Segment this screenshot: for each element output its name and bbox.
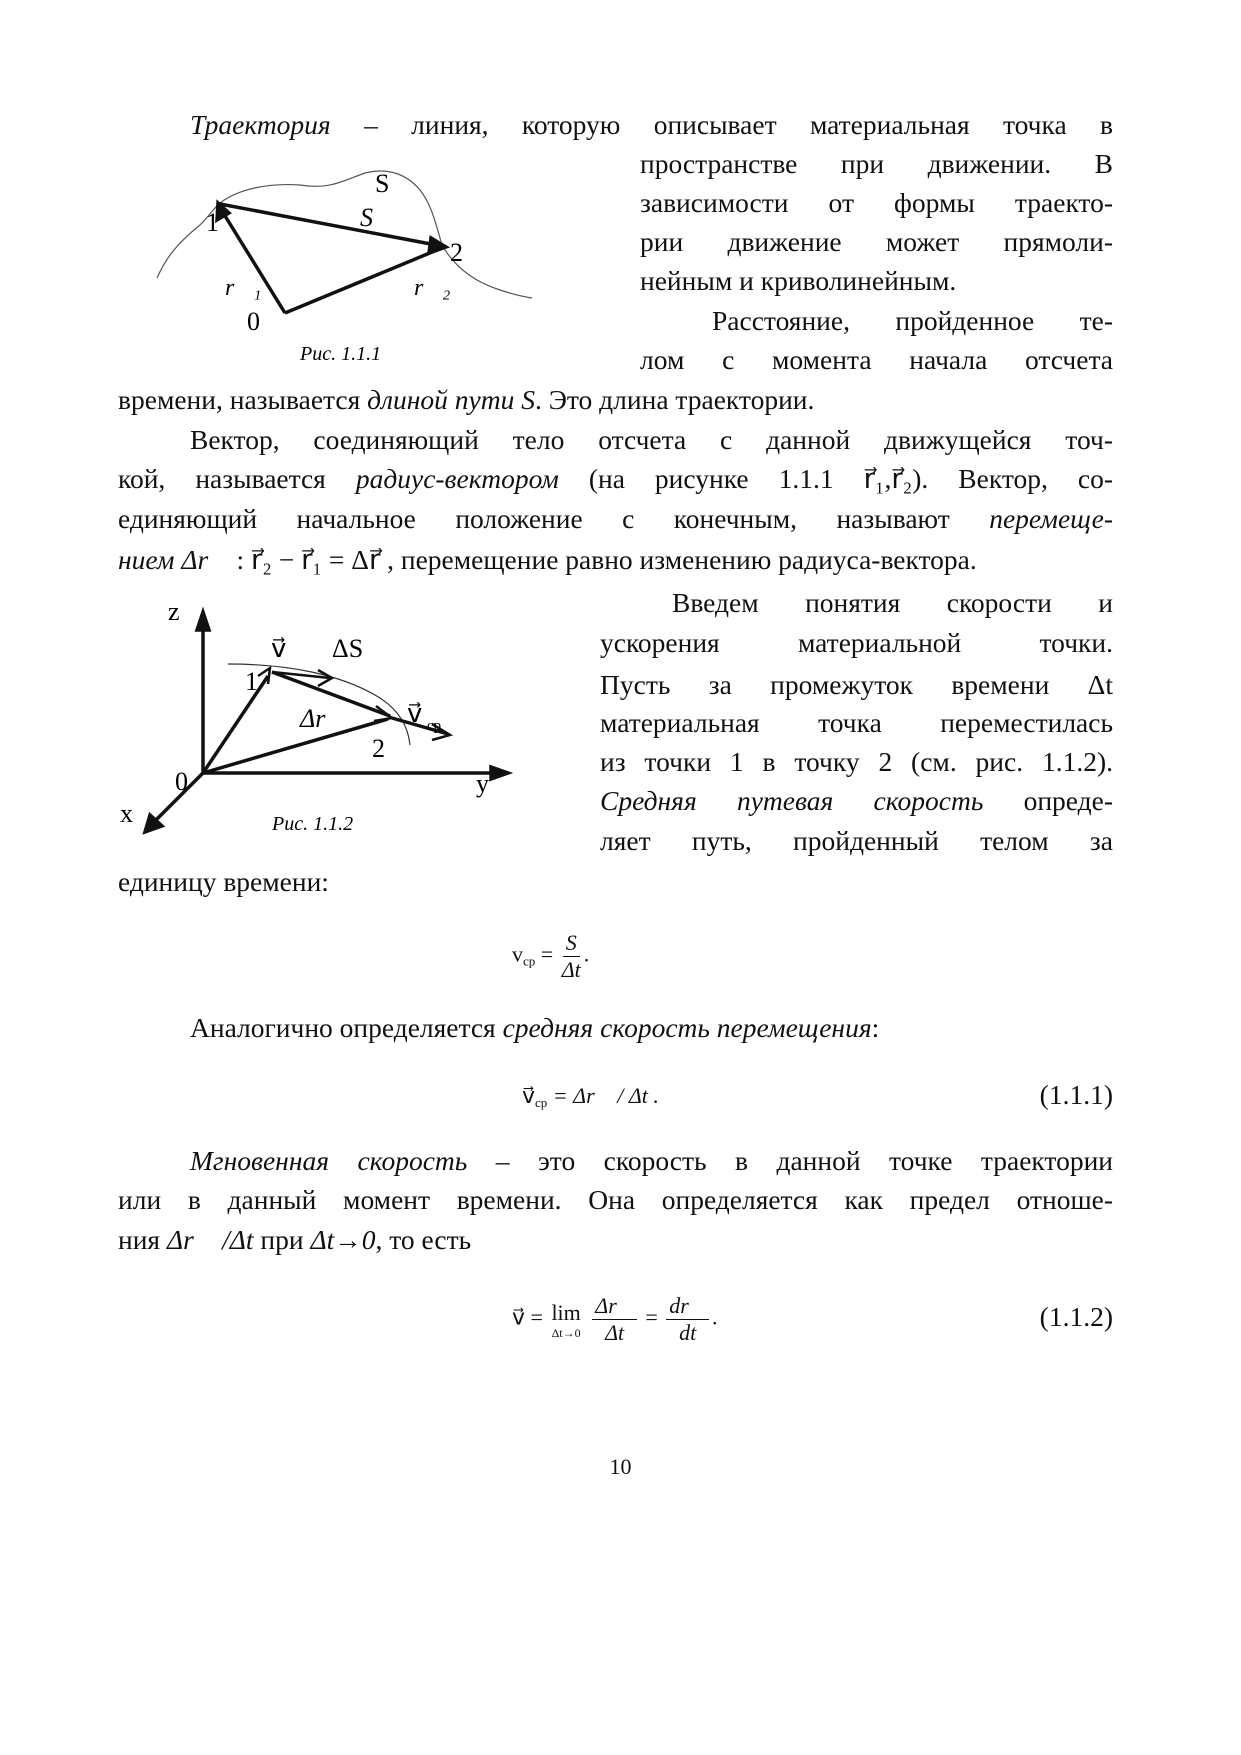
text-segment: пространстве при движении. В: [640, 148, 1113, 179]
f1-sub: ср: [523, 953, 536, 969]
emphasized-term: Средняя путевая скорость: [600, 785, 984, 816]
label-point-2: 2: [372, 734, 385, 763]
text-line: [640, 343, 1113, 377]
text-segment: ускорения материальной точки.: [600, 627, 1113, 658]
figure-2-velocity: [0, 592, 560, 844]
text-line: [118, 1223, 471, 1257]
f2-v: v⃗: [522, 1083, 536, 1108]
text-line: [640, 186, 1113, 220]
text-line: [640, 147, 1113, 181]
formula-1-1-1: [522, 1083, 659, 1116]
text-segment: при: [253, 1224, 311, 1255]
f3-end: .: [711, 1304, 718, 1330]
text-segment: :: [871, 1012, 880, 1043]
emphasized-term: радиус-вектором: [355, 463, 559, 494]
text-segment: материальная точка переместилась: [600, 707, 1113, 738]
f3-num1: Δr⃗: [592, 1293, 637, 1320]
formula-average-path-speed: [512, 930, 589, 983]
text-segment: Введем понятия скорости и: [672, 587, 1113, 618]
f3-lim-sub: Δt→0: [551, 1325, 581, 1340]
text-line: [190, 1144, 1113, 1178]
f3-eq: =: [645, 1304, 658, 1330]
f1-fraction: [562, 930, 581, 983]
displacement-vector-S: [220, 204, 436, 245]
f3-den2: dt: [679, 1320, 697, 1345]
text-line: [118, 502, 1113, 536]
text-segment: нейным и криволинейным.: [640, 265, 957, 296]
emphasized-term: длиной пути S: [367, 384, 535, 415]
text-line: [600, 626, 1113, 660]
emphasized-term: перемеще-: [989, 503, 1113, 534]
text-segment: – это скорость в данной точке траектории: [467, 1145, 1113, 1176]
text-line: [600, 784, 1113, 818]
text-line: [640, 264, 956, 298]
f1-num: S: [563, 930, 580, 957]
text-line: [118, 462, 1113, 496]
text-segment: зависимости от формы траекто-: [640, 187, 1113, 218]
text-segment: единицу времени:: [118, 866, 329, 897]
text-line: [190, 108, 1113, 142]
text-segment: , то есть: [375, 1224, 472, 1255]
figure-2-caption: Рис. 1.1.2: [272, 813, 354, 835]
label-r1: r⃗₁: [225, 275, 262, 301]
text-segment: Пусть за промежуток времени Δt: [600, 669, 1113, 700]
text-segment: рии движение может прямоли-: [640, 226, 1113, 257]
label-v: v⃗: [271, 634, 287, 663]
text-line: [190, 1011, 879, 1045]
label-delta-r: Δr⃗: [300, 704, 346, 733]
equation-number-1-1-1: (1.1.1): [1039, 1079, 1113, 1110]
text-segment: ния: [118, 1224, 167, 1255]
text-segment: единяющий начальное положение с конечным, называют: [118, 503, 990, 534]
label-v-avg: v⃗: [407, 699, 423, 728]
text-line: [640, 225, 1113, 259]
text-line: [600, 668, 1113, 702]
text-segment: Расстояние, пройденное те-: [712, 305, 1113, 336]
f3-fraction-1: [592, 1293, 637, 1346]
f3-lhs: v⃗ =: [512, 1304, 543, 1330]
text-segment: . Это длина траектории.: [535, 384, 815, 415]
text-line: [712, 304, 1113, 338]
label-z: z: [168, 597, 180, 626]
f2-sub: ср: [535, 1095, 548, 1110]
text-line: [118, 1183, 1113, 1217]
text-segment: из точки 1 в точку 2 (см. рис. 1.1.2).: [600, 746, 1113, 777]
label-y: y: [476, 769, 489, 798]
f1-end: .: [583, 941, 590, 967]
radius-vector-2: [203, 719, 388, 773]
text-line: [190, 423, 1113, 457]
label-S-vector: S⃗: [360, 203, 394, 232]
text-segment: опреде-: [983, 785, 1114, 816]
text-line: [118, 383, 814, 417]
text-segment: или в данный момент времени. Она определяется как предел отноше-: [118, 1184, 1113, 1215]
text-segment: : r⃗₂ − r⃗₁ = Δr⃗ , перемещение равно изменению радиуса-вектора.: [229, 544, 977, 575]
emphasized-term: средняя скорость перемещения: [502, 1012, 872, 1043]
label-delta-S: ΔS: [332, 634, 364, 663]
text-segment: Вектор, соединяющий тело отсчета с данной движущейся точ-: [190, 424, 1113, 455]
text-segment: лом с момента начала отсчета: [640, 344, 1113, 375]
text-segment: (на рисунке 1.1.1 r⃗₁,r⃗₂). Вектор, со-: [558, 463, 1113, 494]
f1-eq: =: [540, 941, 554, 967]
text-line: [118, 543, 977, 577]
text-segment: ляет путь, пройденный телом за: [600, 825, 1113, 856]
f2-rest: = Δr⃗ / Δt .: [547, 1083, 659, 1108]
label-point-2: 2: [450, 238, 463, 267]
label-origin: 0: [247, 307, 260, 336]
text-line: [600, 706, 1113, 740]
label-x: x: [120, 799, 133, 828]
label-origin: 0: [175, 767, 188, 796]
page-number: 10: [609, 1454, 632, 1479]
emphasized-term: Мгновенная скорость: [190, 1145, 468, 1176]
f3-den1: Δt: [605, 1320, 625, 1345]
text-line: [600, 824, 1113, 858]
label-S: S: [375, 169, 390, 198]
emphasized-term: Δt→0: [310, 1224, 376, 1255]
f3-fraction-2: [666, 1293, 709, 1346]
text-segment: времени, называется: [118, 384, 368, 415]
emphasized-term: Δr⃗ /Δt: [166, 1224, 254, 1255]
f3-num2: dr⃗: [666, 1293, 709, 1320]
figure-1-trajectory: [0, 150, 600, 370]
label-point-1: 1: [206, 208, 219, 237]
f3-limit: [551, 1300, 580, 1340]
label-point-1: 1: [245, 667, 258, 696]
emphasized-term: Траектория: [190, 109, 331, 140]
text-segment: кой, называется: [118, 463, 356, 494]
text-segment: Аналогично определяется: [190, 1012, 503, 1043]
f3-lim: lim: [551, 1299, 581, 1325]
f1-den: Δt: [561, 957, 581, 982]
text-segment: – линия, которую описывает материальная точка в: [330, 109, 1113, 140]
formula-1-1-2: [512, 1293, 717, 1346]
emphasized-term: нием Δr⃗: [118, 544, 230, 575]
figure-1-caption: Рис. 1.1.1: [300, 343, 382, 365]
f1-lhs: v: [512, 941, 523, 967]
equation-number-1-1-2: (1.1.2): [1039, 1301, 1113, 1332]
text-line: [118, 865, 329, 899]
text-line: [672, 586, 1113, 620]
label-r2: r⃗₂: [414, 275, 451, 301]
label-v-avg-sub: ср: [427, 718, 442, 734]
text-line: [600, 745, 1113, 779]
